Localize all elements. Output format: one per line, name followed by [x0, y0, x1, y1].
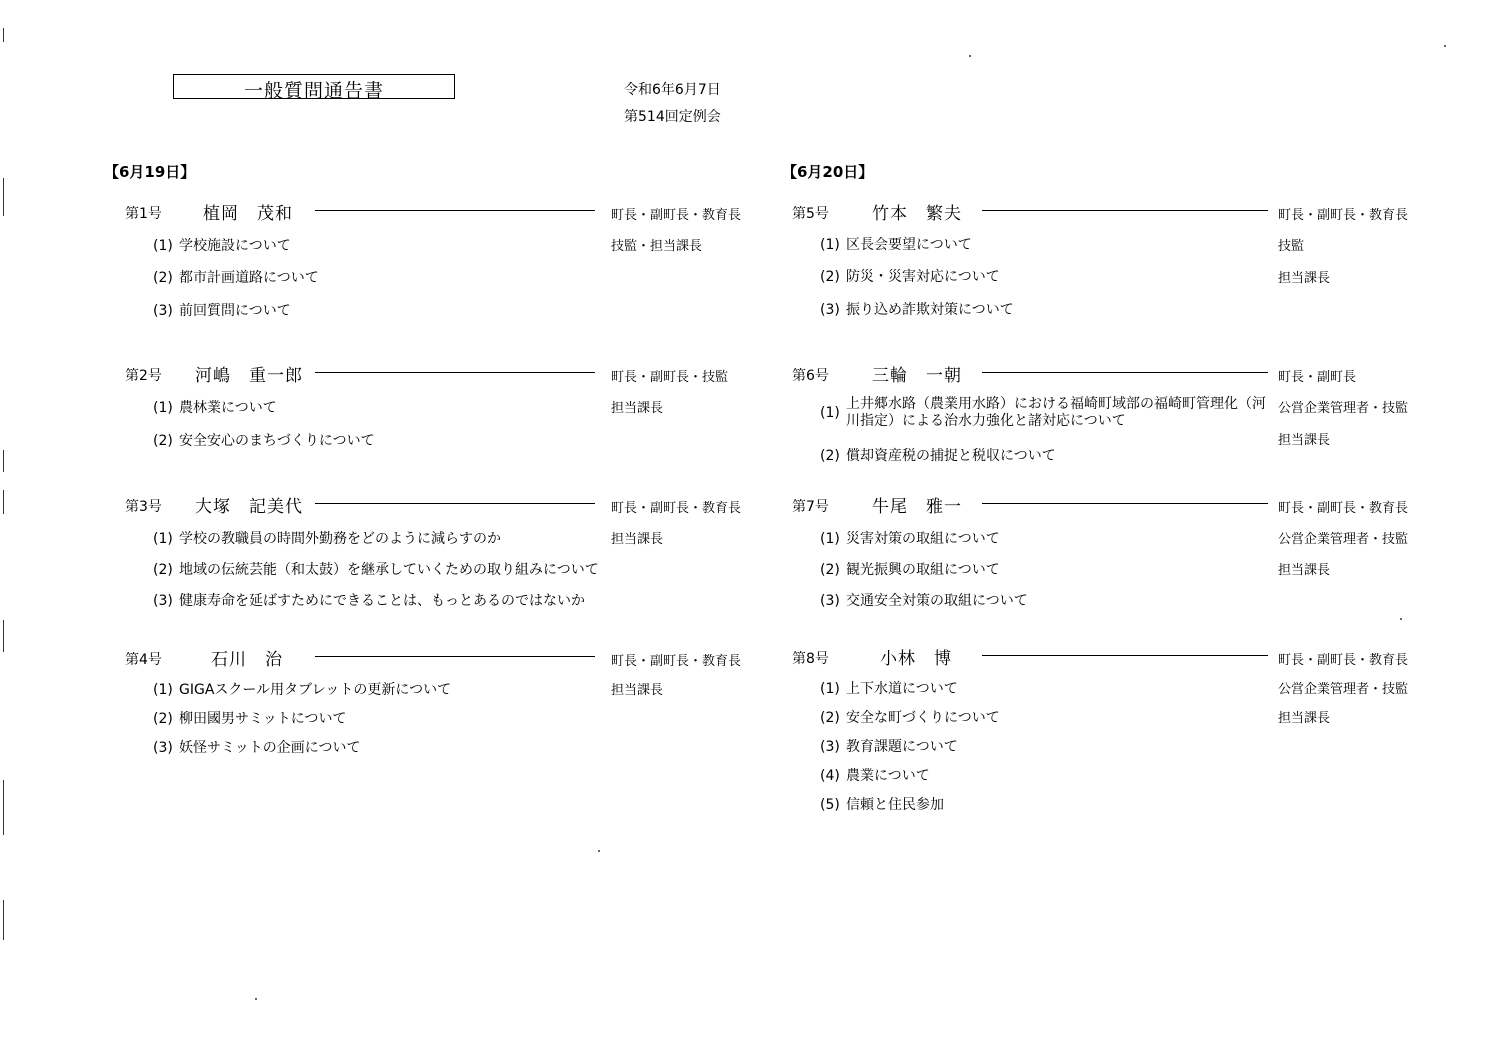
session-name: 第514回定例会 — [624, 109, 721, 125]
councilor-name: 石川 治 — [211, 650, 283, 670]
question-item: (2) 安全安心のまちづくりについて — [153, 433, 375, 449]
councilor-name: 牛尾 雅一 — [872, 497, 962, 517]
scan-mark — [3, 28, 4, 42]
entry-number: 第6号 — [792, 368, 829, 384]
scan-mark — [3, 450, 4, 472]
question-item: (2) 柳田國男サミットについて — [153, 711, 347, 727]
leader-line — [315, 503, 595, 504]
scan-speck — [1400, 618, 1402, 620]
responding-officials: 技監 — [1278, 239, 1305, 254]
day-label-june-20: 【6月20日】 — [782, 163, 874, 181]
scan-speck — [255, 998, 257, 1000]
question-item: (2) 償却資産税の捕捉と税収について — [820, 448, 1056, 464]
responding-officials: 技監・担当課長 — [611, 239, 703, 254]
question-item: (1) 区長会要望について — [820, 237, 972, 253]
entry-number: 第5号 — [792, 206, 829, 222]
responding-officials: 公営企業管理者・技監 — [1278, 682, 1409, 697]
responding-officials: 公営企業管理者・技監 — [1278, 532, 1409, 547]
leader-line — [982, 503, 1268, 504]
responding-officials: 町長・副町長・教育長 — [1278, 208, 1409, 223]
responding-officials: 公営企業管理者・技監 — [1278, 401, 1409, 416]
responding-officials: 担当課長 — [611, 683, 664, 698]
scan-speck — [1444, 45, 1446, 47]
question-item: (5) 信頼と住民参加 — [820, 797, 944, 813]
entry-number: 第2号 — [125, 368, 162, 384]
scan-mark — [3, 900, 4, 940]
scan-speck — [598, 850, 600, 852]
responding-officials: 町長・副町長・技監 — [611, 370, 729, 385]
question-item: (2) 防災・災害対応について — [820, 269, 1000, 285]
question-item: (1) GIGAスクール用タブレットの更新について — [153, 682, 452, 698]
leader-line — [982, 210, 1268, 211]
responding-officials: 町長・副町長・教育長 — [1278, 653, 1409, 668]
responding-officials: 町長・副町長 — [1278, 370, 1357, 385]
scan-mark — [3, 620, 4, 652]
question-item: (2) 安全な町づくりについて — [820, 710, 1000, 726]
question-item: (1) 学校施設について — [153, 238, 291, 254]
entry-number: 第1号 — [125, 206, 162, 222]
responding-officials: 担当課長 — [1278, 563, 1331, 578]
question-item: (2) 地域の伝統芸能（和太鼓）を継承していくための取り組みについて — [153, 562, 599, 578]
document-title-box — [173, 74, 455, 102]
leader-line — [982, 372, 1268, 373]
responding-officials: 担当課長 — [611, 532, 664, 547]
councilor-name: 大塚 記美代 — [195, 497, 303, 517]
notice-date: 令和6年6月7日 — [624, 82, 721, 98]
leader-line — [315, 656, 595, 657]
leader-line — [982, 655, 1268, 656]
entry-number: 第8号 — [792, 651, 829, 667]
question-item: (3) 前回質問について — [153, 303, 291, 319]
entry-number: 第4号 — [125, 652, 162, 668]
entry-number: 第7号 — [792, 499, 829, 515]
responding-officials: 担当課長 — [1278, 711, 1331, 726]
document-title: 一般質問通告書 — [243, 80, 384, 102]
question-item: (1) 災害対策の取組について — [820, 531, 1000, 547]
question-item: (3) 健康寿命を延ばすためにできることは、もっとあるのではないか — [153, 593, 585, 609]
scan-mark — [3, 490, 4, 514]
responding-officials: 担当課長 — [1278, 433, 1331, 448]
councilor-name: 河嶋 重一郎 — [195, 366, 303, 386]
responding-officials: 町長・副町長・教育長 — [611, 208, 742, 223]
scan-mark — [3, 780, 4, 835]
scan-mark — [3, 178, 4, 216]
councilor-name: 植岡 茂和 — [203, 204, 293, 224]
question-item: (3) 振り込め詐欺対策について — [820, 302, 1014, 318]
responding-officials: 町長・副町長・教育長 — [1278, 501, 1409, 516]
responding-officials: 町長・副町長・教育長 — [611, 654, 742, 669]
question-item: (2) 観光振興の取組について — [820, 562, 1000, 578]
question-item: (1) 学校の教職員の時間外勤務をどのように減らすのか — [153, 531, 501, 547]
leader-line — [315, 210, 595, 211]
responding-officials: 担当課長 — [1278, 271, 1331, 286]
councilor-name: 竹本 繁夫 — [872, 204, 962, 224]
question-item: (3) 妖怪サミットの企画について — [153, 740, 361, 756]
leader-line — [315, 372, 595, 373]
question-item: (4) 農業について — [820, 768, 930, 784]
question-item: (1) 農林業について — [153, 400, 277, 416]
question-item: (1) 上下水道について — [820, 681, 958, 697]
councilor-name: 三輪 一朝 — [872, 366, 962, 386]
question-item: (3) 交通安全対策の取組について — [820, 593, 1028, 609]
day-label-june-19: 【6月19日】 — [104, 163, 196, 181]
question-item: (2) 都市計画道路について — [153, 270, 319, 286]
councilor-name: 小林 博 — [880, 649, 952, 669]
question-item: (3) 教育課題について — [820, 739, 958, 755]
responding-officials: 担当課長 — [611, 401, 664, 416]
responding-officials: 町長・副町長・教育長 — [611, 501, 742, 516]
scan-speck — [969, 55, 971, 57]
entry-number: 第3号 — [125, 499, 162, 515]
